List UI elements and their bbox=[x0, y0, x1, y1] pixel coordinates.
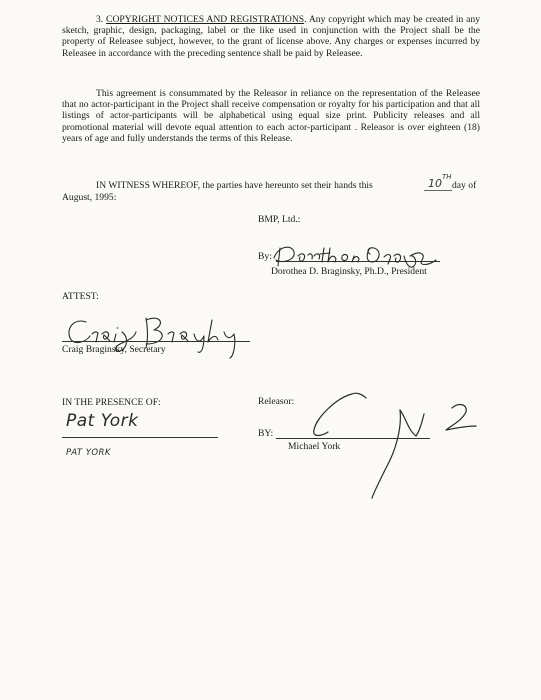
company-name: BMP, Ltd.: bbox=[258, 214, 301, 225]
pat-york-printed-name: PAT YORK bbox=[66, 448, 112, 458]
company-by-label: By: bbox=[258, 251, 272, 262]
section-3-paragraph bbox=[62, 14, 480, 59]
section-3-heading: COPYRIGHT NOTICES AND REGISTRATIONS bbox=[106, 14, 305, 25]
consummation-paragraph: This agreement is consummated by the Releasor in reliance on the representation of the Releasee that no actor-participant in the Project shall receive compensation or royalty for his participation and that all listings of actor-participants will be alphabetical using equal size print. Publicity releases and all promotional material will devote equal attention to each actor-participant . Releasor is over eighteen (18) years of age and fully understands the terms of this Release. bbox=[62, 88, 480, 144]
handwritten-day: 10 bbox=[428, 177, 442, 190]
company-signatory: Dorothea D. Braginsky, Ph.D., President bbox=[271, 266, 427, 277]
presence-signature-line bbox=[62, 437, 218, 438]
releasor-signatory: Michael York bbox=[288, 441, 341, 452]
releasor-by-label: BY: bbox=[258, 428, 274, 439]
witness-line-1 bbox=[96, 180, 373, 191]
presence-label: IN THE PRESENCE OF: bbox=[62, 397, 161, 408]
section-3-body: . Any copyright which may be created in any sketch, graphic, design, packaging, label or the like used in conjunction with the Project shall be the property of Releasee subject, however, to the grant of license above. Any charges or expenses incurred by Releasee in accordance with the preceding sentence shall be paid by Releasee. bbox=[62, 14, 480, 59]
attest-label: ATTEST: bbox=[62, 291, 99, 302]
attest-signatory: Craig Braginsky, Secretary bbox=[62, 344, 166, 355]
day-blank-line bbox=[424, 190, 452, 191]
section-3-number: 3. bbox=[96, 14, 104, 25]
attest-signature-line bbox=[62, 341, 250, 342]
witness-line-2: August, 1995: bbox=[62, 192, 117, 203]
releasor-label: Releasor: bbox=[258, 396, 295, 407]
witness-text-after: day of bbox=[452, 180, 477, 191]
witness-text-before: IN WITNESS WHEREOF, the parties have hereunto set their hands this bbox=[96, 180, 373, 191]
pat-york-signature: Pat York bbox=[66, 411, 139, 431]
handwritten-day-suffix: TH bbox=[442, 173, 452, 181]
